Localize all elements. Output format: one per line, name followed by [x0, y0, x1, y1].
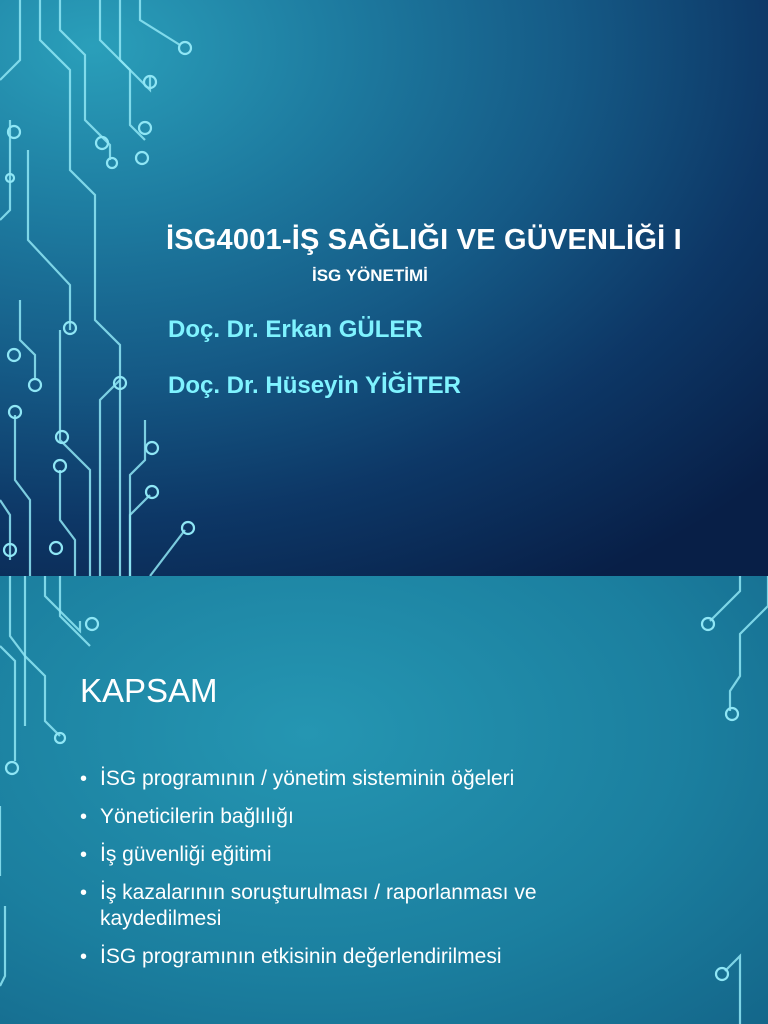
- author-name: Doç. Dr. Erkan GÜLER: [168, 316, 423, 343]
- bullet-list: [80, 766, 640, 982]
- circuit-decoration-icon: [0, 0, 200, 576]
- bullet-icon: •: [80, 844, 88, 866]
- list-item: • İş kazalarının soruşturulması / raporlanması ve kaydedilmesi: [80, 881, 537, 930]
- slide-subtitle: İSG YÖNETİMİ: [312, 266, 428, 285]
- list-item: • İSG programının / yönetim sisteminin öğeleri: [80, 767, 515, 790]
- slide-title: KAPSAM: [80, 672, 218, 709]
- list-item: • Yöneticilerin bağlılığı: [80, 805, 294, 828]
- bullet-icon: •: [80, 946, 88, 968]
- list-item: • İSG programının etkisinin değerlendirilmesi: [80, 945, 502, 968]
- author-name: Doç. Dr. Hüseyin YİĞİTER: [168, 372, 461, 399]
- bullet-icon: •: [80, 806, 88, 828]
- list-item: • İş güvenliği eğitimi: [80, 843, 272, 866]
- slide-title: İSG4001-İŞ SAĞLIĞI VE GÜVENLİĞİ I: [166, 224, 682, 256]
- bullet-icon: •: [80, 768, 88, 790]
- bullet-icon: •: [80, 882, 88, 904]
